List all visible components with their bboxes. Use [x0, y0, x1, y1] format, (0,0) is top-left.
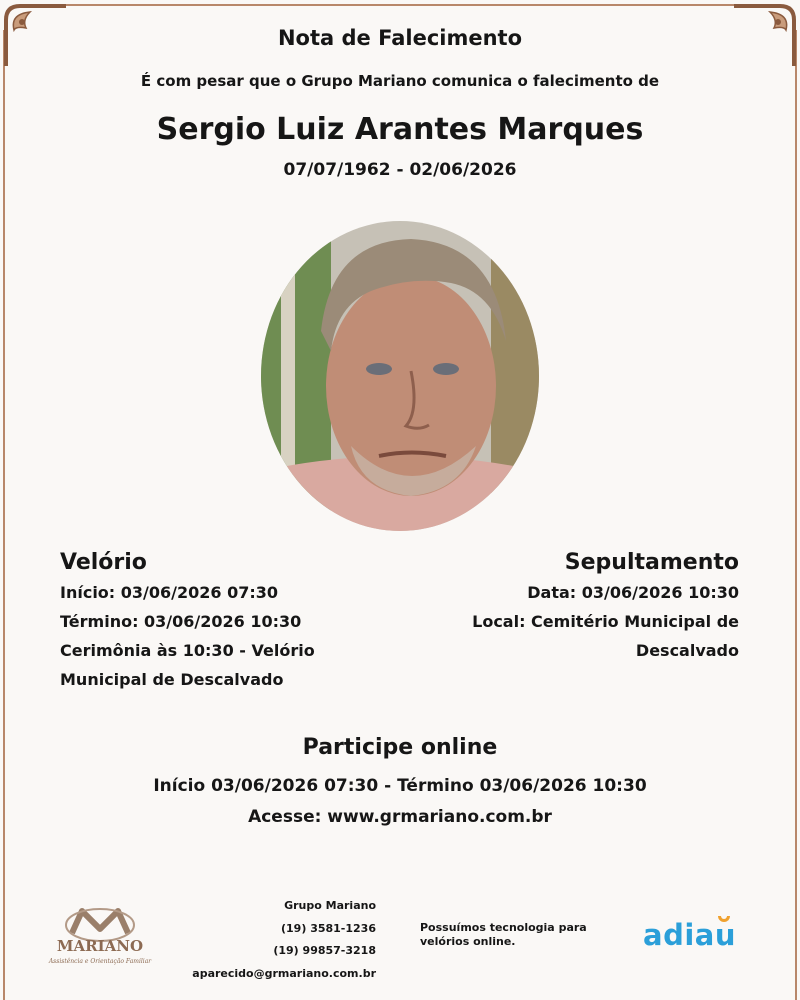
sepultamento-section — [419, 548, 739, 665]
sepultamento-heading: Sepultamento — [564, 550, 739, 575]
sepultamento-local-cont: Descalvado — [635, 641, 739, 660]
logo-tagline: Assistência e Orientação Familiar — [48, 958, 152, 965]
tech-note-line2: velórios online. — [420, 935, 516, 948]
phone-1[interactable]: (19) 3581-1236 — [281, 921, 376, 935]
logo-wordmark: MARIANO — [56, 937, 144, 955]
phone-2[interactable]: (19) 99857-3218 — [273, 944, 376, 957]
life-dates: 07/07/1962 - 02/06/2026 — [283, 160, 517, 180]
deceased-name: Sergio Luiz Arantes Marques — [156, 112, 644, 147]
mariano-logo — [48, 905, 153, 967]
velorio-inicio: Início: 03/06/2026 07:30 — [60, 583, 279, 602]
announcement-subtitle: É com pesar que o Grupo Mariano comunica o falecimento de — [140, 72, 660, 90]
company-name: Grupo Mariano — [284, 899, 376, 912]
velorio-heading: Velório — [60, 550, 147, 575]
velorio-section — [60, 548, 360, 694]
sepultamento-data: Data: 03/06/2026 10:30 — [527, 583, 739, 602]
velorio-cerimonia: Cerimônia às 10:30 - Velório — [60, 641, 315, 660]
sepultamento-local: Local: Cemitério Municipal de — [472, 612, 739, 631]
online-period: Início 03/06/2026 07:30 - Término 03/06/2026 10:30 — [153, 776, 647, 796]
tech-note-line1: Possuímos tecnologia para — [420, 921, 587, 934]
deceased-photo — [261, 221, 539, 531]
velorio-local: Municipal de Descalvado — [60, 670, 284, 689]
adiau-logo — [643, 918, 763, 958]
adiau-logo-text: adia — [643, 918, 715, 952]
velorio-termino: Término: 03/06/2026 10:30 — [60, 612, 302, 631]
page-title: Nota de Falecimento — [277, 26, 523, 50]
email[interactable]: aparecido@grmariano.com.br — [192, 966, 376, 980]
adiau-logo-u: u — [714, 918, 736, 952]
frame-top-border — [30, 4, 770, 6]
online-link[interactable]: Acesse: www.grmariano.com.br — [248, 807, 552, 827]
tech-note — [420, 921, 620, 949]
contact-info — [180, 895, 376, 985]
online-heading: Participe online — [302, 735, 498, 760]
